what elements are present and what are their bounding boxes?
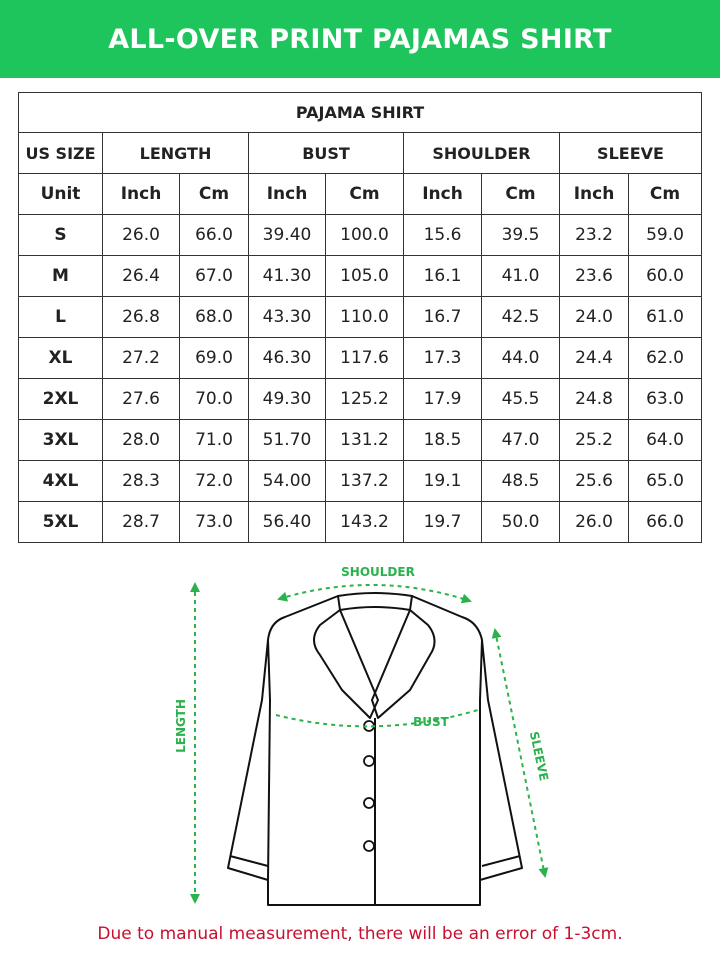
measurement-cell: 17.3: [404, 338, 482, 379]
measurement-cell: 105.0: [326, 256, 404, 297]
shirt-left-cuff: [230, 856, 268, 866]
measurement-cell: 28.3: [103, 461, 180, 502]
size-cell: 2XL: [19, 379, 103, 420]
measurement-cell: 23.2: [560, 215, 629, 256]
table-row: [19, 379, 702, 420]
shirt-right-sleeve-seam: [480, 640, 482, 880]
button-icon: [364, 756, 374, 766]
shirt-right-lapel: [372, 610, 435, 718]
measurement-cell: 60.0: [629, 256, 702, 297]
measurement-cell: 39.40: [249, 215, 326, 256]
measurement-cell: 61.0: [629, 297, 702, 338]
measurement-cell: 54.00: [249, 461, 326, 502]
unit-cell: Inch: [404, 174, 482, 215]
measurement-cell: 17.9: [404, 379, 482, 420]
size-cell: L: [19, 297, 103, 338]
measurement-note: Due to manual measurement, there will be an error of 1-3cm.: [97, 924, 623, 944]
measurement-cell: 26.8: [103, 297, 180, 338]
length-label: LENGTH: [174, 699, 188, 753]
unit-label: Unit: [19, 174, 103, 215]
measurement-cell: 25.6: [560, 461, 629, 502]
table-row: [19, 502, 702, 543]
unit-cell: Cm: [180, 174, 249, 215]
measurement-cell: 71.0: [180, 420, 249, 461]
table-row: [19, 461, 702, 502]
measurement-cell: 125.2: [326, 379, 404, 420]
measurement-cell: 26.0: [560, 502, 629, 543]
header-bust: BUST: [249, 133, 404, 174]
measurement-cell: 131.2: [326, 420, 404, 461]
measurement-cell: 18.5: [404, 420, 482, 461]
measurement-cell: 65.0: [629, 461, 702, 502]
measurement-cell: 19.1: [404, 461, 482, 502]
shirt-outline: [228, 593, 522, 905]
sleeve-label: SLEEVE: [526, 730, 551, 783]
shoulder-label: SHOULDER: [341, 565, 415, 579]
measurement-cell: 15.6: [404, 215, 482, 256]
header-shoulder: SHOULDER: [404, 133, 560, 174]
shirt-right-cuff: [482, 856, 520, 866]
measurement-cell: 59.0: [629, 215, 702, 256]
shirt-left-lapel: [314, 610, 378, 718]
measurement-cell: 49.30: [249, 379, 326, 420]
measurement-cell: 43.30: [249, 297, 326, 338]
unit-cell: Cm: [629, 174, 702, 215]
measurement-cell: 110.0: [326, 297, 404, 338]
size-cell: XL: [19, 338, 103, 379]
header-sleeve: SLEEVE: [560, 133, 702, 174]
measurement-cell: 66.0: [180, 215, 249, 256]
measurement-cell: 100.0: [326, 215, 404, 256]
size-cell: 4XL: [19, 461, 103, 502]
measurement-cell: 44.0: [482, 338, 560, 379]
size-cell: 5XL: [19, 502, 103, 543]
measurement-cell: 28.7: [103, 502, 180, 543]
unit-cell: Inch: [249, 174, 326, 215]
measurement-cell: 24.0: [560, 297, 629, 338]
measurement-cell: 67.0: [180, 256, 249, 297]
measurement-cell: 66.0: [629, 502, 702, 543]
header-length: LENGTH: [103, 133, 249, 174]
button-icon: [364, 798, 374, 808]
size-cell: 3XL: [19, 420, 103, 461]
header-us-size: US SIZE: [19, 133, 103, 174]
measurement-cell: 24.8: [560, 379, 629, 420]
size-cell: S: [19, 215, 103, 256]
measurement-cell: 73.0: [180, 502, 249, 543]
shirt-collar-back: [338, 593, 412, 610]
measurement-cell: 68.0: [180, 297, 249, 338]
measurement-cell: 16.7: [404, 297, 482, 338]
size-cell: M: [19, 256, 103, 297]
measurement-cell: 63.0: [629, 379, 702, 420]
table-row: [19, 420, 702, 461]
measurement-cell: 48.5: [482, 461, 560, 502]
measurement-cell: 24.4: [560, 338, 629, 379]
shirt-left-sleeve-seam: [268, 640, 270, 880]
measurement-cell: 42.5: [482, 297, 560, 338]
measurement-cell: 39.5: [482, 215, 560, 256]
measurement-cell: 16.1: [404, 256, 482, 297]
measurement-cell: 72.0: [180, 461, 249, 502]
measurement-cell: 27.2: [103, 338, 180, 379]
button-icon: [364, 841, 374, 851]
size-chart-table: [18, 92, 702, 543]
measurement-cell: 41.0: [482, 256, 560, 297]
measurement-cell: 50.0: [482, 502, 560, 543]
measurement-cell: 19.7: [404, 502, 482, 543]
measurement-cell: 45.5: [482, 379, 560, 420]
measurement-cell: 27.6: [103, 379, 180, 420]
table-row: [19, 256, 702, 297]
measurement-cell: 70.0: [180, 379, 249, 420]
measurement-cell: 137.2: [326, 461, 404, 502]
shirt-measurement-diagram: [0, 550, 720, 920]
measurement-cell: 47.0: [482, 420, 560, 461]
title-banner: [0, 0, 720, 78]
measurement-cell: 51.70: [249, 420, 326, 461]
measurement-cell: 62.0: [629, 338, 702, 379]
measurement-cell: 41.30: [249, 256, 326, 297]
unit-cell: Inch: [560, 174, 629, 215]
shirt-buttons: [364, 721, 374, 851]
measurement-cell: 56.40: [249, 502, 326, 543]
measurement-cell: 26.4: [103, 256, 180, 297]
bust-label: BUST: [413, 715, 449, 729]
page-title: ALL-OVER PRINT PAJAMAS SHIRT: [108, 23, 612, 55]
unit-cell: Cm: [482, 174, 560, 215]
table-row: [19, 215, 702, 256]
measurement-cell: 25.2: [560, 420, 629, 461]
table-row: [19, 297, 702, 338]
table-row: [19, 338, 702, 379]
measurement-cell: 28.0: [103, 420, 180, 461]
measurement-cell: 117.6: [326, 338, 404, 379]
unit-cell: Cm: [326, 174, 404, 215]
measurement-cell: 143.2: [326, 502, 404, 543]
measurement-cell: 46.30: [249, 338, 326, 379]
measurement-cell: 23.6: [560, 256, 629, 297]
unit-row: [19, 174, 702, 215]
measurement-cell: 26.0: [103, 215, 180, 256]
measure-lines: [195, 584, 545, 902]
table-title: PAJAMA SHIRT: [19, 93, 702, 133]
measurement-cell: 64.0: [629, 420, 702, 461]
measurement-cell: 69.0: [180, 338, 249, 379]
unit-cell: Inch: [103, 174, 180, 215]
